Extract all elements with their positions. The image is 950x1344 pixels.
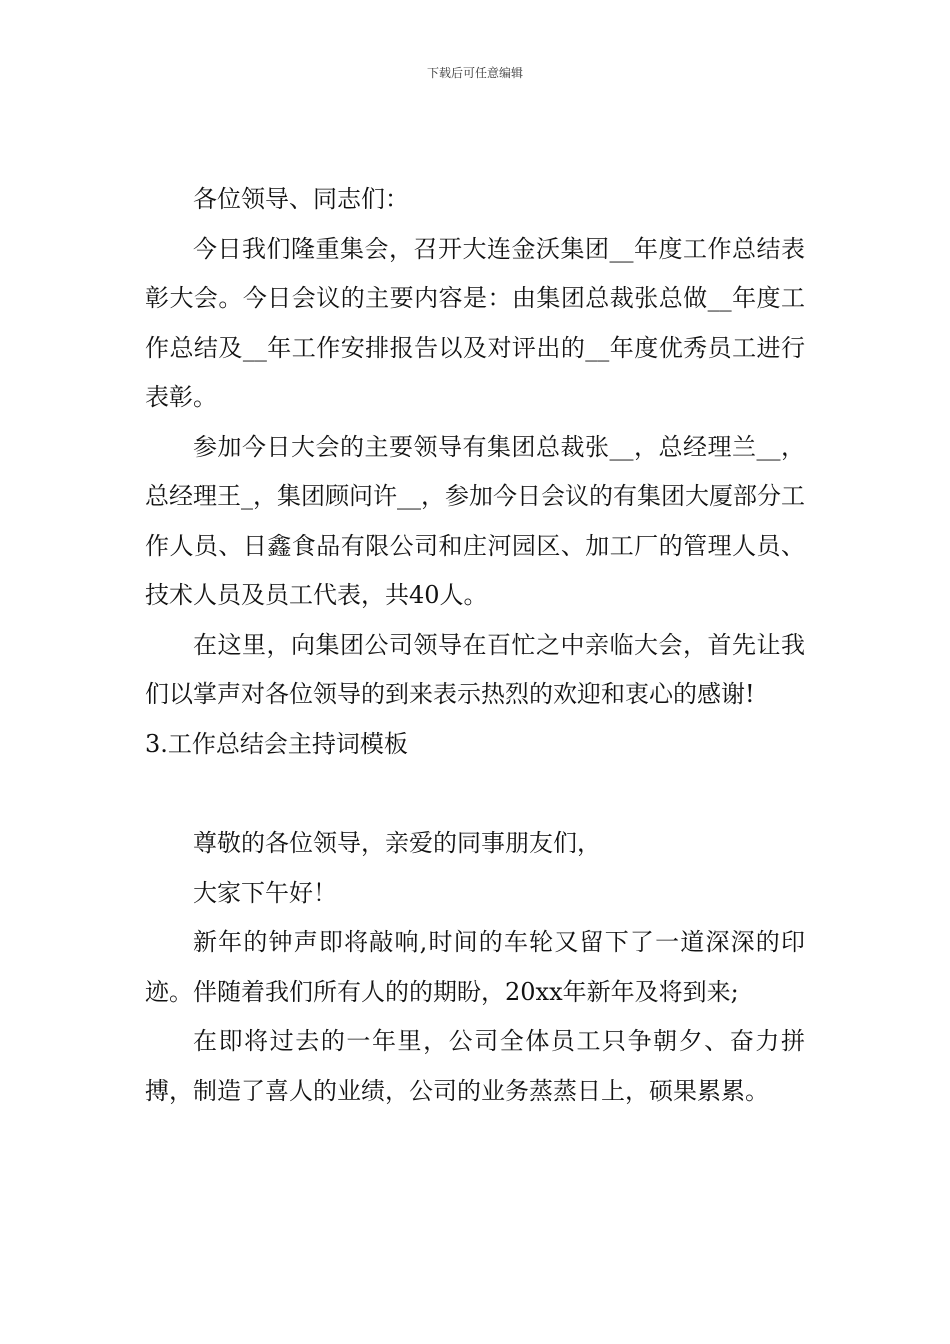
section-gap <box>145 769 805 819</box>
achievements-paragraph: 在即将过去的一年里，公司全体员工只争朝夕、奋力拼搏，制造了喜人的业绩，公司的业务蒸蒸日上，硕果累累。 <box>145 1027 805 1105</box>
document-body <box>145 175 805 1116</box>
intro-paragraph: 今日我们隆重集会，召开大连金沃集团__年度工作总结表彰大会。今日会议的主要内容是：由集团总裁张总做__年度工作总结及__年工作安排报告以及对评出的__年度优秀员工进行表彰。 <box>145 234 805 411</box>
new-year-paragraph: 新年的钟声即将敲响,时间的车轮又留下了一道深深的印迹。伴随着我们所有人的的期盼，20xx年新年及将到来; <box>145 928 805 1006</box>
greeting-paragraph: 各位领导、同志们： <box>193 185 409 213</box>
salutation-paragraph: 尊敬的各位领导，亲爱的同事朋友们， <box>193 829 601 857</box>
section-heading: 3.工作总结会主持词模板 <box>145 729 408 758</box>
page-header: 下载后可任意编辑 <box>426 66 523 80</box>
attendees-paragraph: 参加今日大会的主要领导有集团总裁张__，总经理兰__，总经理王_，集团顾问许__，参加今日会议的有集团大厦部分工作人员、日鑫食品有限公司和庄河园区、加工厂的管理人员、技术人员及员工代表，共40人。 <box>145 432 805 609</box>
good-afternoon-paragraph: 大家下午好！ <box>193 878 337 907</box>
welcome-paragraph: 在这里，向集团公司领导在百忙之中亲临大会，首先让我们以掌声对各位领导的到来表示热烈的欢迎和衷心的感谢! <box>145 630 805 708</box>
